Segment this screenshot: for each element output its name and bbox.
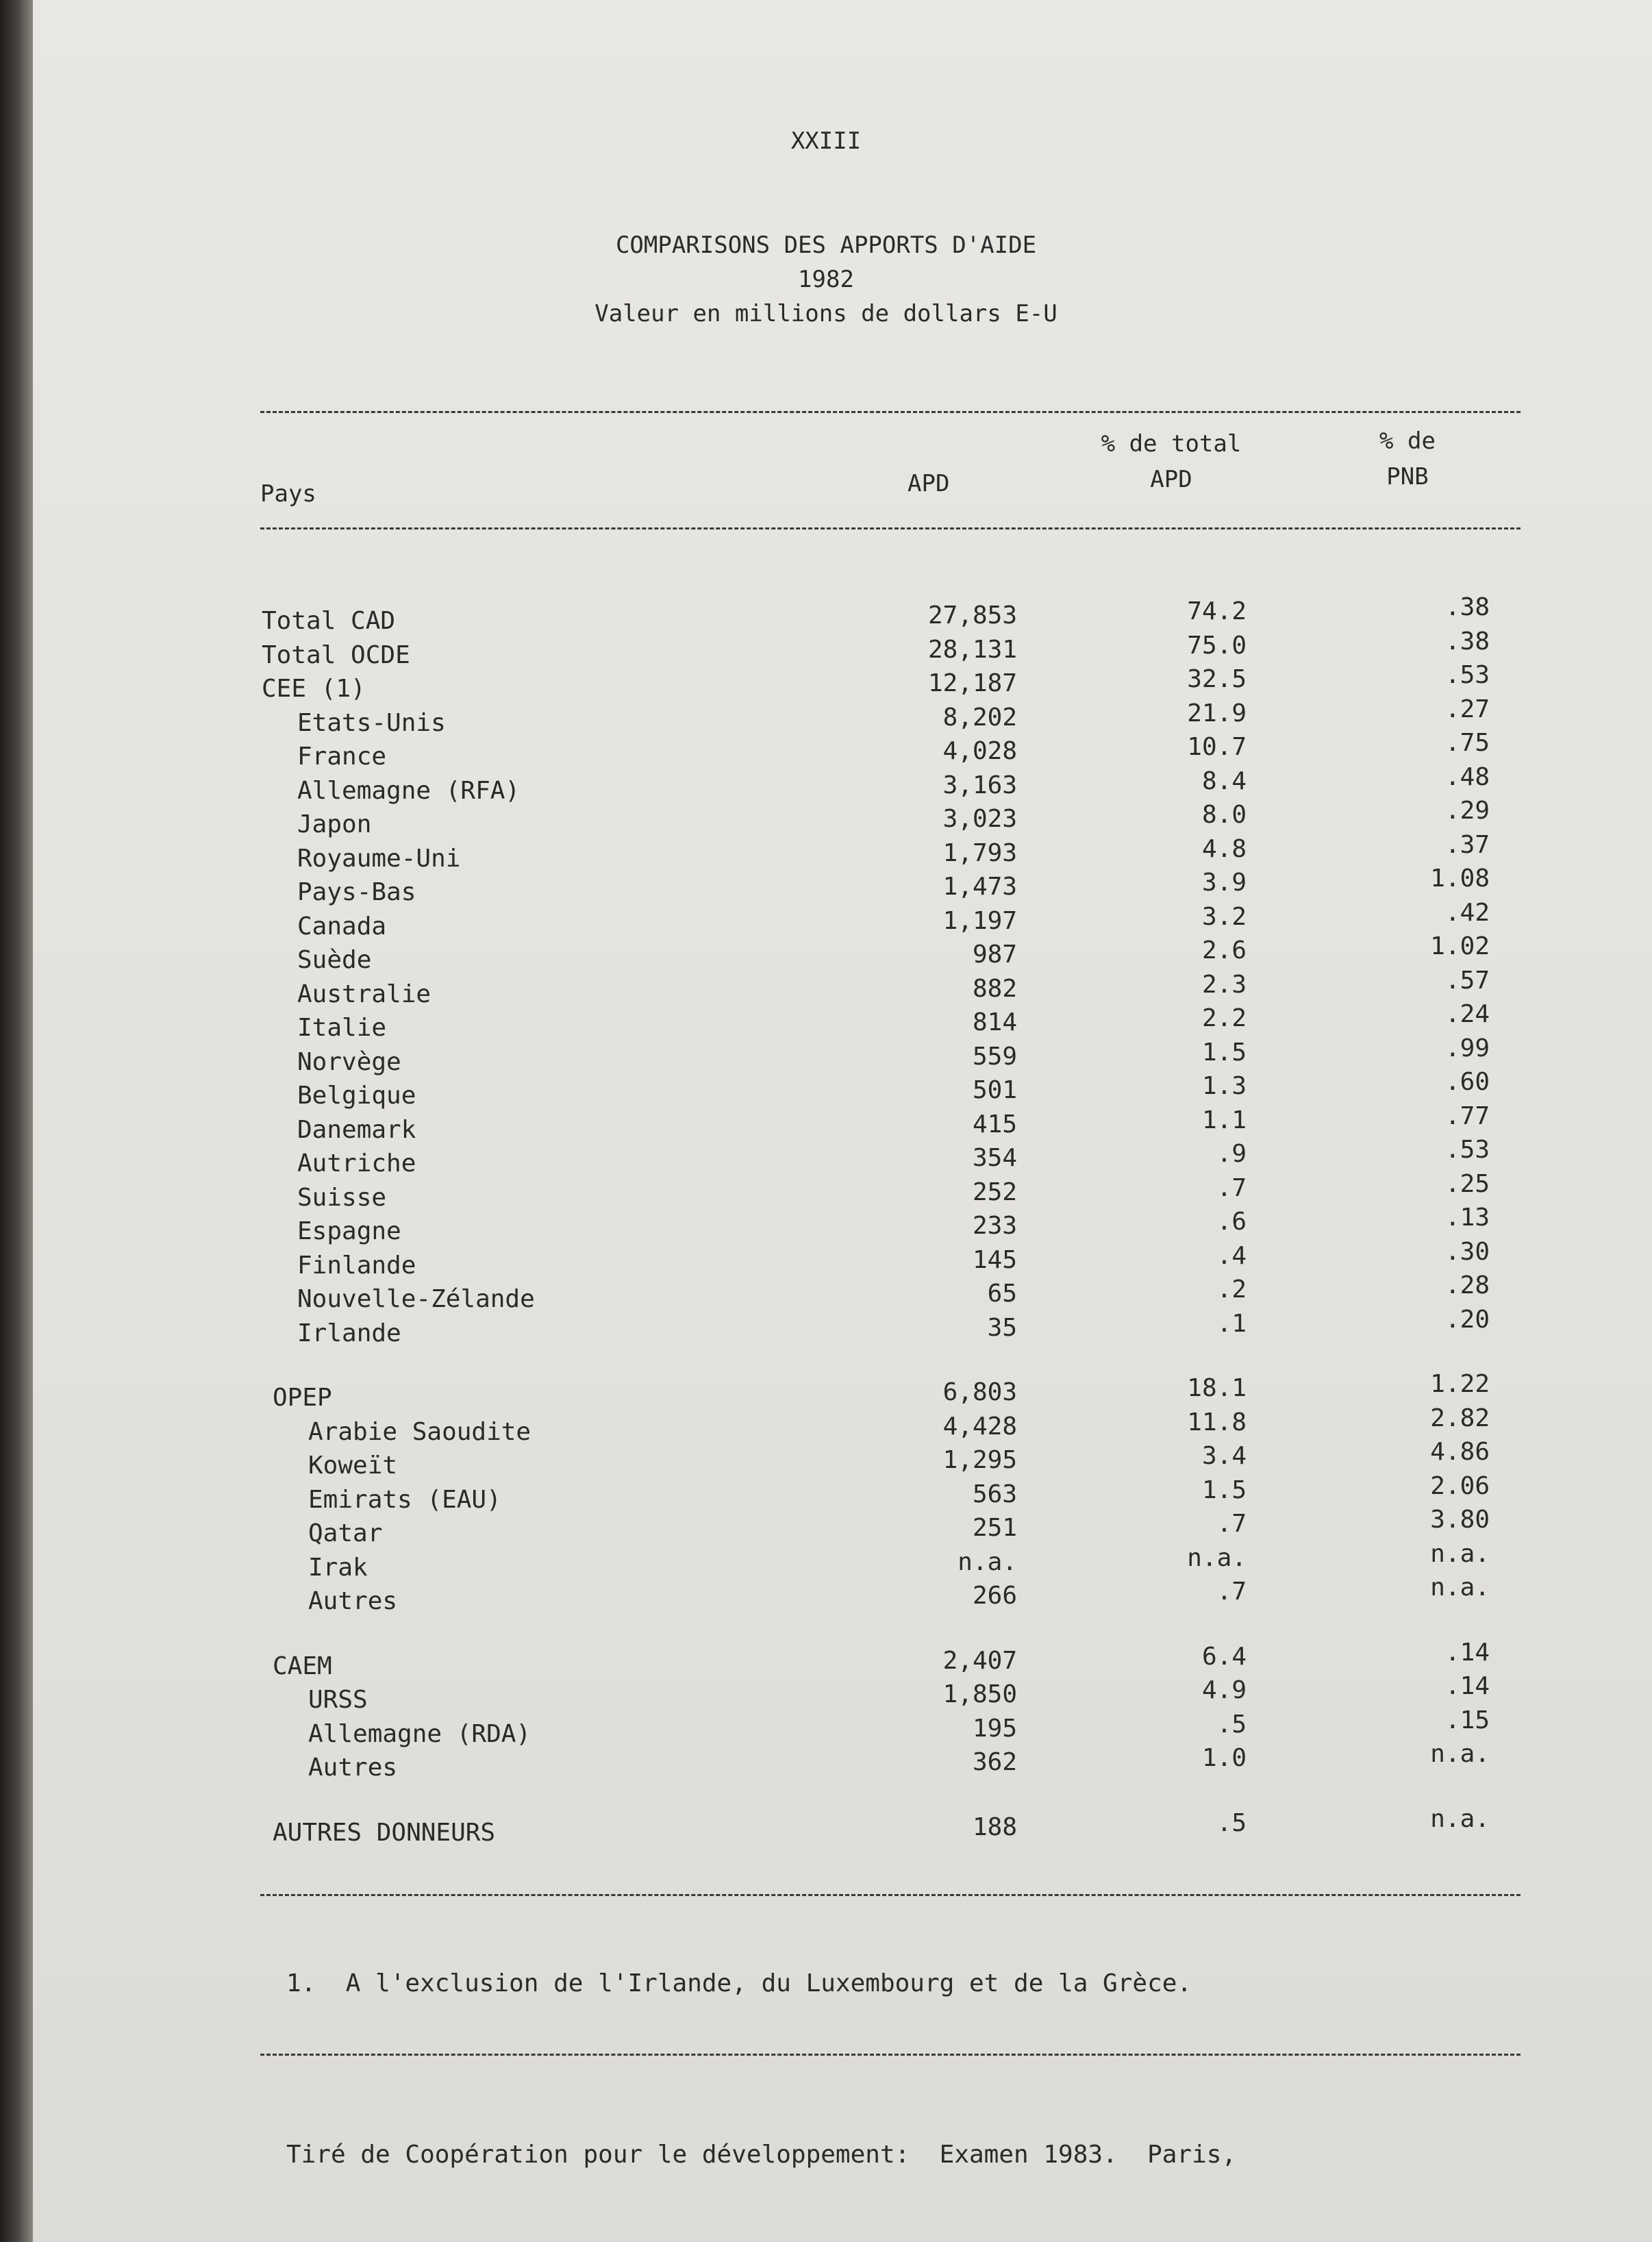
- cell-pct-pnb: .29: [1444, 797, 1490, 825]
- row-label: Norvège: [297, 1047, 401, 1076]
- row-label: Irlande: [297, 1319, 401, 1347]
- column-header-pct-total: [1075, 426, 1267, 497]
- row-label: Total OCDE: [262, 640, 410, 669]
- row-label: CAEM: [273, 1652, 332, 1680]
- cell-pct-total: n.a.: [1187, 1543, 1247, 1572]
- cell-pct-pnb: 1.02: [1430, 932, 1490, 960]
- cell-pct-pnb: n.a.: [1430, 1539, 1490, 1568]
- cell-apd: 28,131: [927, 635, 1017, 664]
- cell-apd: 987: [972, 941, 1017, 969]
- cell-pct-total: 1.0: [1201, 1744, 1247, 1772]
- cell-apd: 251: [972, 1514, 1017, 1542]
- cell-apd: 27,853: [927, 601, 1017, 630]
- row-label: Allemagne (RFA): [297, 776, 521, 805]
- cell-pct-pnb: .48: [1444, 762, 1490, 791]
- cell-pct-pnb: .53: [1444, 661, 1490, 689]
- table-subtitle: Valeur en millions de dollars E-U: [595, 300, 1057, 327]
- cell-pct-total: 1.1: [1201, 1106, 1247, 1134]
- cell-pct-total: 4.8: [1201, 834, 1247, 863]
- cell-pct-pnb: 2.06: [1430, 1471, 1490, 1500]
- cell-apd: 65: [987, 1280, 1017, 1308]
- cell-apd: 501: [972, 1076, 1017, 1104]
- cell-apd: 233: [972, 1212, 1017, 1240]
- row-label: Total CAD: [262, 607, 396, 635]
- column-header-pct-pnb-line1: % de: [1379, 427, 1436, 455]
- footnote: 1. A l'exclusion de l'Irlande, du Luxembourg et de la Grèce.: [286, 1969, 1192, 1997]
- row-label: Emirats (EAU): [308, 1485, 501, 1514]
- row-label: Qatar: [308, 1519, 383, 1547]
- book-binding: [0, 0, 33, 2242]
- cell-pct-total: 10.7: [1187, 733, 1247, 761]
- cell-pct-pnb: .15: [1444, 1706, 1490, 1734]
- cell-apd: 266: [972, 1582, 1017, 1610]
- row-label: Japon: [297, 810, 372, 838]
- row-label: Suisse: [297, 1183, 387, 1212]
- column-header-apd: APD: [908, 470, 950, 497]
- cell-apd: 8,202: [942, 703, 1017, 732]
- cell-apd: 3,163: [942, 771, 1017, 799]
- cell-apd: 145: [972, 1245, 1017, 1274]
- cell-apd: 1,850: [942, 1680, 1017, 1708]
- row-label: France: [297, 743, 387, 771]
- cell-pct-pnb: .99: [1444, 1034, 1490, 1062]
- cell-pct-total: 1.5: [1201, 1038, 1247, 1067]
- row-label: Danemark: [297, 1115, 416, 1144]
- cell-pct-pnb: 4.86: [1430, 1438, 1490, 1466]
- cell-pct-total: .6: [1216, 1208, 1247, 1236]
- table-year: 1982: [798, 266, 854, 293]
- cell-apd: 415: [972, 1110, 1017, 1138]
- page-number: XXIII: [790, 127, 862, 155]
- cell-pct-pnb: .38: [1444, 593, 1490, 621]
- cell-pct-total: 8.0: [1201, 801, 1247, 829]
- cell-pct-total: 6.4: [1201, 1642, 1247, 1671]
- cell-pct-pnb: .57: [1444, 966, 1490, 995]
- cell-pct-pnb: .27: [1444, 695, 1490, 723]
- row-label: Etats-Unis: [297, 708, 446, 737]
- cell-apd: 1,295: [942, 1446, 1017, 1474]
- cell-apd: 35: [987, 1313, 1017, 1342]
- row-label: Canada: [297, 912, 387, 941]
- cell-apd: 188: [972, 1813, 1017, 1841]
- cell-pct-total: .4: [1216, 1241, 1247, 1270]
- cell-pct-total: 4.9: [1201, 1676, 1247, 1704]
- cell-pct-pnb: .42: [1444, 898, 1490, 927]
- source-note: Tiré de Coopération pour le développement: Examen 1983. Paris,: [286, 2141, 1237, 2169]
- row-label: Irak: [308, 1553, 368, 1582]
- cell-pct-pnb: 1.22: [1430, 1370, 1490, 1398]
- row-label: Allemagne (RDA): [308, 1719, 531, 1748]
- cell-pct-pnb: .75: [1444, 729, 1490, 757]
- row-label: CEE (1): [262, 675, 366, 703]
- cell-pct-total: 32.5: [1187, 665, 1247, 693]
- row-label: Royaume-Uni: [297, 844, 461, 873]
- cell-pct-total: 2.6: [1201, 936, 1247, 964]
- cell-apd: 354: [972, 1144, 1017, 1172]
- cell-pct-total: 2.3: [1201, 970, 1247, 999]
- cell-pct-total: 2.2: [1201, 1004, 1247, 1032]
- row-label: Finlande: [297, 1251, 416, 1280]
- table-bottom-rule: [260, 1894, 1520, 1896]
- row-label: Autres: [308, 1754, 398, 1782]
- row-label: Italie: [297, 1014, 387, 1042]
- header-top-rule: [260, 411, 1520, 413]
- row-label: AUTRES DONNEURS: [273, 1818, 496, 1847]
- cell-pct-total: 18.1: [1187, 1374, 1247, 1402]
- column-header-pct-pnb: [1356, 423, 1459, 495]
- cell-pct-pnb: .30: [1444, 1237, 1490, 1266]
- row-label: Espagne: [297, 1217, 401, 1245]
- cell-pct-total: .5: [1216, 1710, 1247, 1739]
- row-label: Pays-Bas: [297, 878, 416, 906]
- cell-pct-total: 3.4: [1201, 1442, 1247, 1470]
- cell-pct-total: .7: [1216, 1510, 1247, 1538]
- row-label: Koweït: [308, 1452, 398, 1480]
- row-label: Nouvelle-Zélande: [297, 1285, 535, 1313]
- cell-apd: 4,028: [942, 737, 1017, 765]
- footnote-rule: [260, 2054, 1520, 2056]
- cell-apd: 559: [972, 1042, 1017, 1071]
- cell-pct-pnb: .20: [1444, 1305, 1490, 1334]
- cell-pct-total: 3.9: [1201, 869, 1247, 897]
- cell-pct-total: 8.4: [1201, 767, 1247, 795]
- column-header-pct-total-line1: % de total: [1101, 430, 1242, 458]
- cell-pct-total: 3.2: [1201, 902, 1247, 931]
- cell-pct-pnb: .60: [1444, 1068, 1490, 1096]
- cell-pct-total: .5: [1216, 1808, 1247, 1837]
- cell-pct-pnb: n.a.: [1430, 1573, 1490, 1602]
- row-label: URSS: [308, 1686, 368, 1714]
- cell-pct-pnb: 1.08: [1430, 864, 1490, 893]
- row-label: Belgique: [297, 1082, 416, 1110]
- cell-apd: 1,793: [942, 838, 1017, 867]
- cell-apd: 6,803: [942, 1378, 1017, 1406]
- row-label: Autriche: [297, 1149, 416, 1178]
- row-label: Arabie Saoudite: [308, 1417, 531, 1446]
- cell-apd: 1,197: [942, 906, 1017, 935]
- cell-apd: 814: [972, 1008, 1017, 1036]
- cell-pct-total: .2: [1216, 1275, 1247, 1304]
- cell-apd: 195: [972, 1714, 1017, 1743]
- cell-pct-total: .7: [1216, 1173, 1247, 1202]
- cell-apd: 882: [972, 974, 1017, 1003]
- cell-pct-pnb: .38: [1444, 627, 1490, 656]
- cell-pct-pnb: n.a.: [1430, 1740, 1490, 1768]
- cell-apd: 2,407: [942, 1646, 1017, 1675]
- cell-apd: 1,473: [942, 873, 1017, 901]
- cell-pct-total: 1.3: [1201, 1072, 1247, 1100]
- cell-apd: 12,187: [927, 669, 1017, 697]
- column-header-pct-total-line2: APD: [1150, 466, 1192, 493]
- cell-apd: 3,023: [942, 805, 1017, 833]
- cell-pct-total: .9: [1216, 1140, 1247, 1168]
- cell-pct-pnb: .28: [1444, 1271, 1490, 1299]
- cell-pct-pnb: 2.82: [1430, 1404, 1490, 1432]
- cell-pct-total: 11.8: [1187, 1408, 1247, 1436]
- row-label: Autres: [308, 1587, 398, 1615]
- column-header-pays: Pays: [260, 480, 316, 508]
- row-label: OPEP: [273, 1384, 332, 1412]
- table-title: COMPARISONS DES APPORTS D'AIDE: [615, 232, 1037, 259]
- cell-pct-pnb: .14: [1444, 1672, 1490, 1700]
- cell-pct-pnb: 3.80: [1430, 1506, 1490, 1534]
- cell-pct-pnb: .14: [1444, 1638, 1490, 1667]
- header-bottom-rule: [260, 527, 1520, 530]
- row-label: Suède: [297, 946, 372, 974]
- cell-pct-pnb: .77: [1444, 1101, 1490, 1130]
- cell-apd: 563: [972, 1480, 1017, 1508]
- cell-pct-pnb: .24: [1444, 1000, 1490, 1028]
- cell-pct-total: 74.2: [1187, 597, 1247, 625]
- cell-pct-total: .1: [1216, 1309, 1247, 1338]
- cell-pct-total: 21.9: [1187, 699, 1247, 727]
- cell-apd: n.a.: [958, 1547, 1017, 1576]
- cell-pct-pnb: .25: [1444, 1169, 1490, 1198]
- cell-pct-total: 75.0: [1187, 631, 1247, 660]
- cell-apd: 4,428: [942, 1412, 1017, 1441]
- cell-pct-pnb: .53: [1444, 1136, 1490, 1164]
- cell-pct-pnb: .13: [1444, 1204, 1490, 1232]
- cell-pct-pnb: .37: [1444, 830, 1490, 859]
- cell-pct-total: .7: [1216, 1578, 1247, 1606]
- column-header-pct-pnb-line2: PNB: [1386, 463, 1429, 490]
- cell-pct-total: 1.5: [1201, 1475, 1247, 1504]
- row-label: Australie: [297, 980, 431, 1008]
- cell-apd: 252: [972, 1178, 1017, 1206]
- cell-pct-pnb: n.a.: [1430, 1804, 1490, 1833]
- cell-apd: 362: [972, 1748, 1017, 1776]
